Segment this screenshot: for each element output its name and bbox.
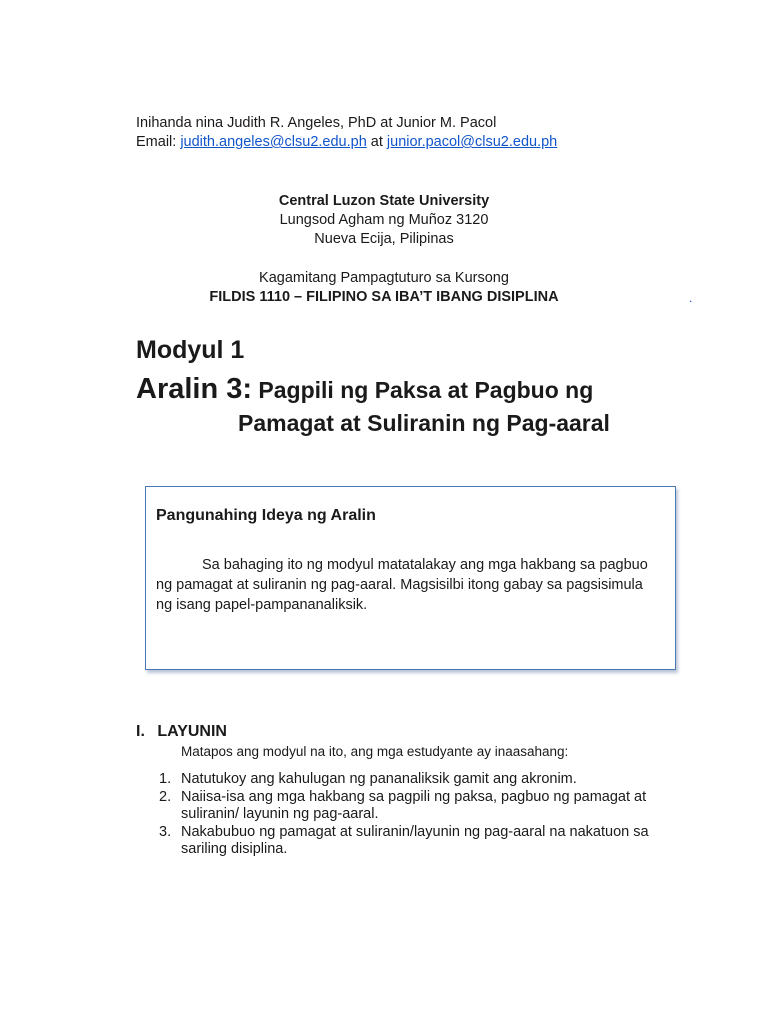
email-label: Email: [136,134,181,150]
section-number: I. [136,723,145,740]
university-address-1: Lungsod Agham ng Muñoz 3120 [279,212,489,228]
list-item-text: suliranin/ layunin ng pag-aaral. [181,806,379,822]
lesson-heading [136,373,593,406]
stray-mark: . [689,291,693,305]
module-label: Modyul 1 [136,336,245,364]
main-idea-line: Sa bahaging ito ng modyul matatalakay ang mga hakbang sa pagbuo [202,557,648,573]
list-item-text: Nakabubuo ng pamagat at suliranin/layunin ng pag-aaral na nakatuon sa [181,824,649,840]
list-item-number: 3. [159,824,172,840]
section-heading-objectives [136,723,227,741]
list-item [136,824,696,858]
objectives-intro: Matapos ang modyul na ito, ang mga estudyante ay inaasahang: [181,744,569,759]
email-link-angeles[interactable]: judith.angeles@clsu2.edu.ph [180,134,367,150]
university-name: Central Luzon State University [278,193,490,209]
main-idea-line: ng pamagat at suliranin ng pag-aaral. Magsisilbi itong gabay sa pagsisimula [156,577,643,593]
main-idea-body [156,555,668,615]
main-idea-heading: Pangunahing Ideya ng Aralin [156,507,376,524]
lesson-label: Aralin 3: [136,373,253,405]
prepared-by: Inihanda nina Judith R. Angeles, PhD at Junior M. Pacol [136,115,497,131]
section-title: LAYUNIN [157,723,227,740]
main-idea-line: ng isang papel-pampananaliksik. [156,597,368,613]
email-separator: at [366,134,387,150]
email-line [136,133,557,151]
list-item-text: Naiisa-isa ang mga hakbang sa pagpili ng paksa, pagbuo ng pamagat at [181,789,647,805]
course-intro: Kagamitang Pampagtuturo sa Kursong [259,270,509,286]
lesson-title-line-2: Pamagat at Suliranin ng Pag-aaral [238,410,610,436]
list-item-text: Natutukoy ang kahulugan ng pananaliksik gamit ang akronim. [181,771,577,787]
objectives-list [136,771,696,859]
list-item [136,789,696,823]
email-link-pacol[interactable]: junior.pacol@clsu2.edu.ph [386,134,558,150]
list-item [136,771,696,788]
main-idea-box [145,486,676,670]
university-address-2: Nueva Ecija, Pilipinas [314,231,454,247]
list-item-number: 2. [159,789,172,805]
lesson-title-line-1: Pagpili ng Paksa at Pagbuo ng [252,377,594,403]
list-item-number: 1. [159,771,172,787]
course-code-title: FILDIS 1110 – FILIPINO SA IBA’T IBANG DISIPLINA [209,289,559,305]
list-item-text: sariling disiplina. [181,841,288,857]
